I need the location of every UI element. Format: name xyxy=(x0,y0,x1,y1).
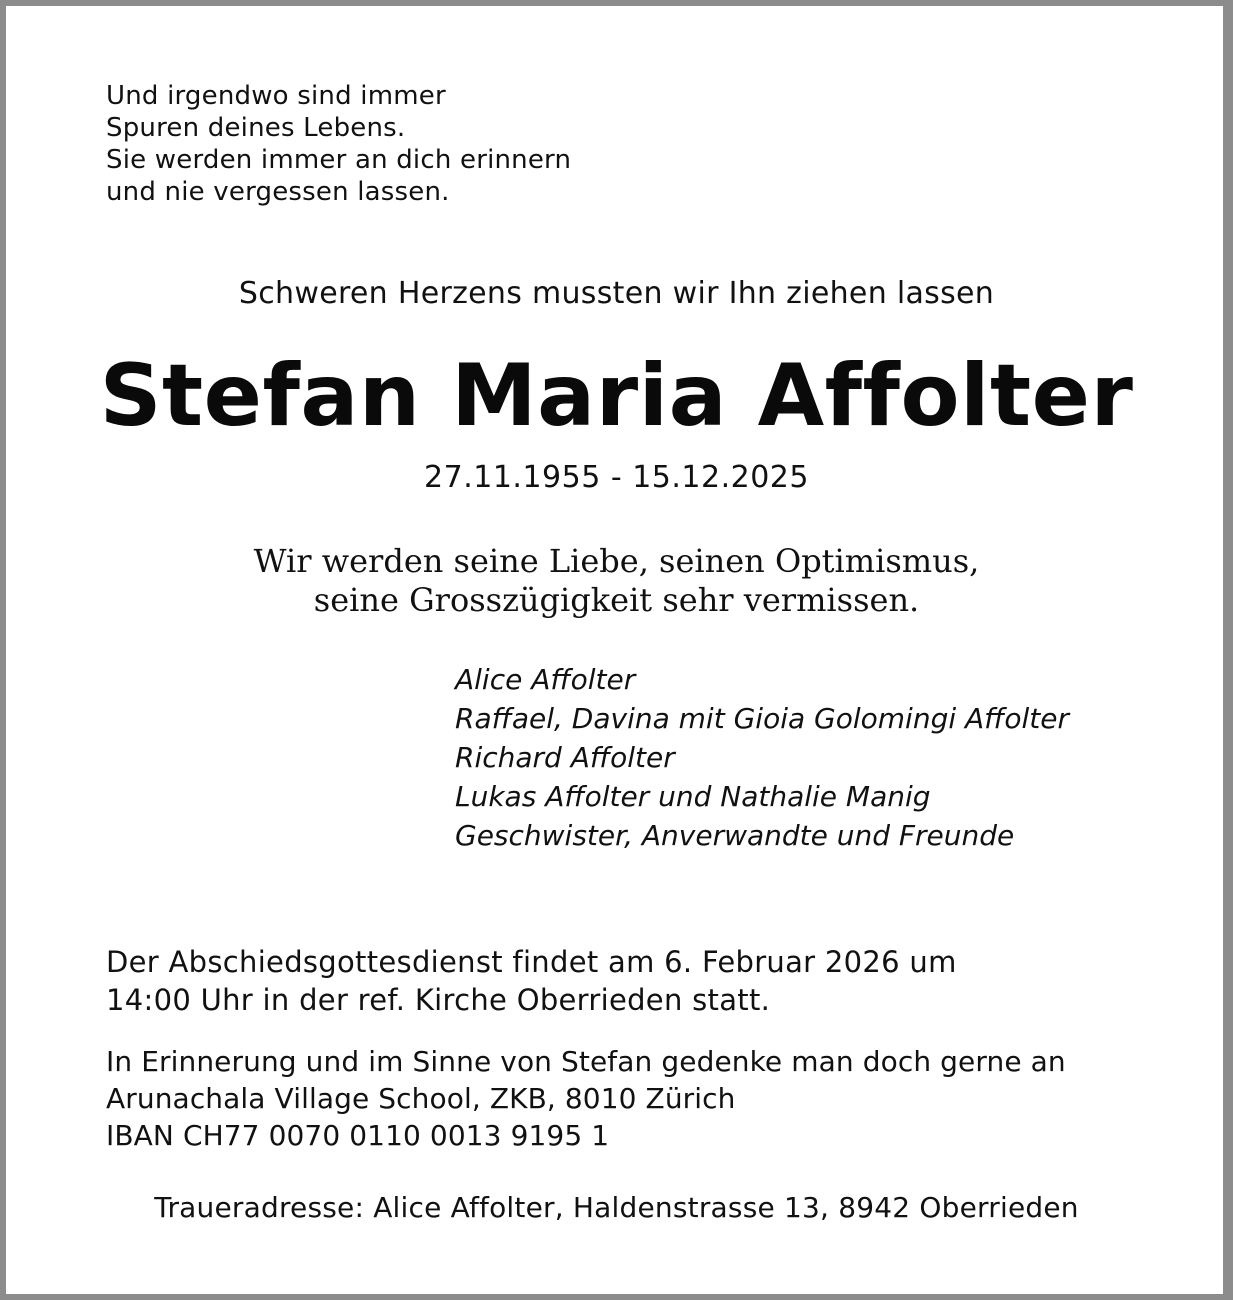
mourner-name: Geschwister, Anverwandte und Freunde xyxy=(455,819,1015,852)
quote-line: Wir werden seine Liebe, seinen Optimismus, xyxy=(253,542,980,580)
donation-line: Arunachala Village School, ZKB, 8010 Zürich xyxy=(106,1082,736,1115)
donation-iban: IBAN CH77 0070 0110 0013 9195 1 xyxy=(106,1119,610,1152)
life-dates: 27.11.1955 - 15.12.2025 xyxy=(424,460,809,495)
mourning-address: Traueradresse: Alice Affolter, Haldenstrasse 13, 8942 Oberrieden xyxy=(154,1191,1079,1224)
mourner-name: Alice Affolter xyxy=(455,663,636,696)
donation-info xyxy=(106,1043,1066,1154)
service-line: 14:00 Uhr in der ref. Kirche Oberrieden statt. xyxy=(106,983,771,1017)
frame-inner-line xyxy=(1217,6,1219,1294)
memorial-quote xyxy=(0,542,1233,620)
poem xyxy=(106,80,571,208)
mourner-name: Raffael, Davina mit Gioia Golomingi Affolter xyxy=(455,702,1070,735)
mourners-list xyxy=(455,660,1069,855)
poem-line: Spuren deines Lebens. xyxy=(106,113,406,143)
service-info xyxy=(106,943,957,1019)
mourner-name: Lukas Affolter und Nathalie Manig xyxy=(455,780,931,813)
service-line: Der Abschiedsgottesdienst findet am 6. Februar 2026 um xyxy=(106,945,957,979)
mourner-name: Richard Affolter xyxy=(455,741,675,774)
poem-line: Sie werden immer an dich erinnern xyxy=(106,145,572,175)
quote-line: seine Grosszügigkeit sehr vermissen. xyxy=(313,581,920,619)
poem-line: und nie vergessen lassen. xyxy=(106,177,450,207)
deceased-name: Stefan Maria Affolter xyxy=(99,346,1134,446)
poem-line: Und irgendwo sind immer xyxy=(106,81,446,111)
intro-text: Schweren Herzens mussten wir Ihn ziehen lassen xyxy=(238,276,995,311)
donation-line: In Erinnerung und im Sinne von Stefan gedenke man doch gerne an xyxy=(106,1045,1066,1078)
